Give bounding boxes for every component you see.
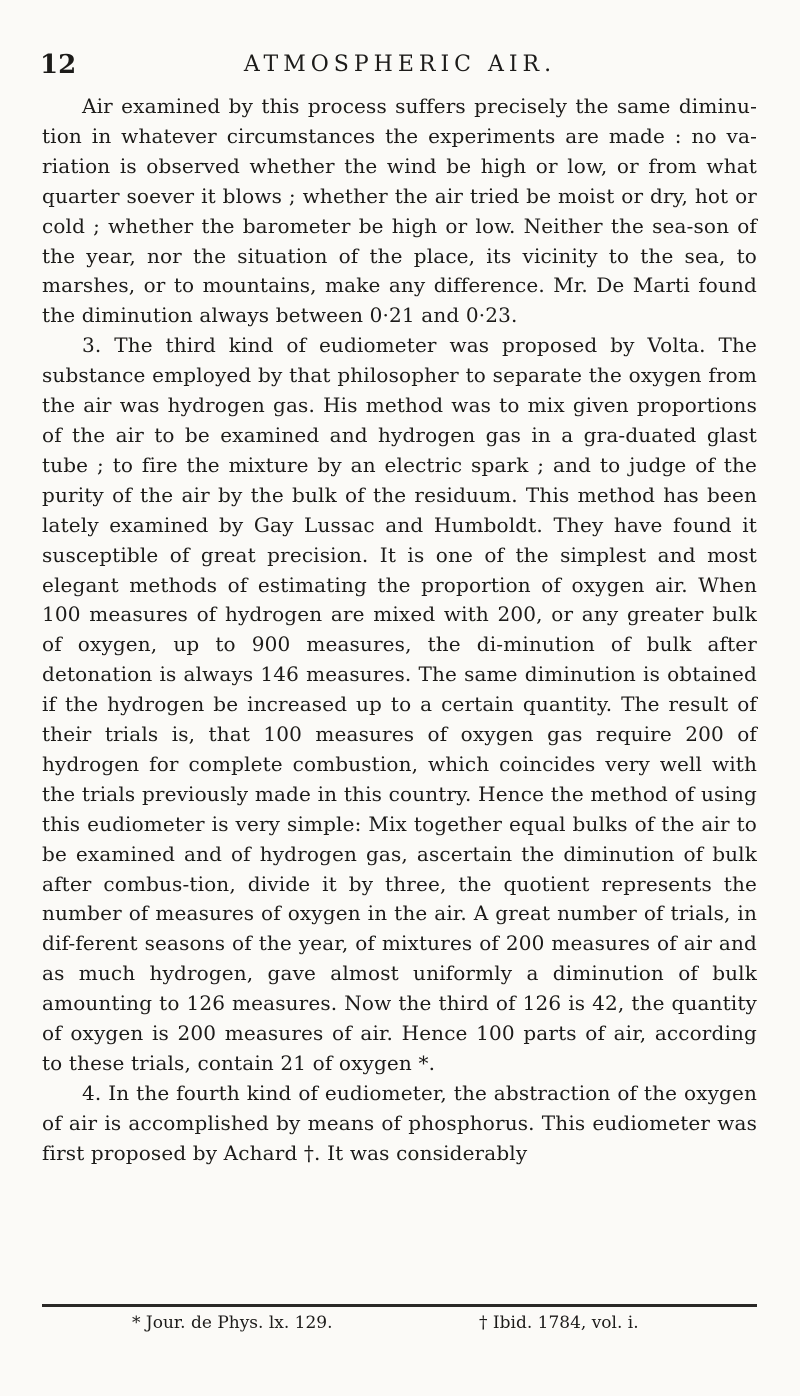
page-number: 12: [40, 50, 77, 80]
paragraph-diminution: Air examined by this process suffers precisely the same diminu-tion in whatever circumstances the experiments are made : no va-riation is observed whether the wind be high or low, or from what quarter soever it blows ; whether the air tried be moist or dry, hot or cold ; whether the barometer be high or low. Neither the sea-son of the year, nor the situation of the place, its vicinity to the sea, to marshes, or to mountains, make any difference. Mr. De Marti found the diminution always between 0·21 and 0·23.: [42, 94, 757, 328]
footnote-rule: [42, 1304, 757, 1307]
paragraph-volta-eudiometer: 3. The third kind of eudiometer was proposed by Volta. The substance employed by that philosopher to separate the oxygen from the air was hydrogen gas. His method was to mix given proportions of the air to be examined and hydrogen gas in a gra-duated glast tube ; to fire the mixture by an electric spark ; and to judge of the purity of the air by the bulk of the residuum. This method has been lately examined by Gay Lussac and Humboldt. They have found it susceptible of great precision. It is one of the simplest and most elegant methods of estimating the proportion of oxygen air. When 100 measures of hydrogen are mixed with 200, or any greater bulk of oxygen, up to 900 measures, the di-minution of bulk after detonation is always 146 measures. The same diminution is obtained if the hydrogen be increased up to a certain quantity. The result of their trials is, that 100 measures of oxygen gas require 200 of hydrogen for complete combustion, which coincides very well with the trials previously made in this country. Hence the method of using this eudiometer is very simple: Mix together equal bulks of the air to be examined and of hydrogen gas, ascertain the diminution of bulk after combus-tion, divide it by three, the quotient represents the number of measures of oxygen in the air. A great number of trials, in dif-ferent seasons of the year, of mixtures of 200 measures of air and as much hydrogen, gave almost uniformly a diminution of bulk amounting to 126 measures. Now the third of 126 is 42, the quantity of oxygen is 200 measures of air. Hence 100 parts of air, according to these trials, contain 21 of oxygen *.: [42, 333, 757, 1075]
paragraph-phosphorus-eudiometer: 4. In the fourth kind of eudiometer, the abstraction of the oxygen of air is accomplished by means of phosphorus. This eudiometer was first proposed by Achard †. It was considerably: [42, 1080, 757, 1165]
body-text: [42, 92, 757, 1169]
footnote-ibid: † Ibid. 1784, vol. i.: [479, 1313, 639, 1333]
running-title: ATMOSPHERIC AIR.: [243, 52, 557, 77]
running-head: [40, 44, 760, 84]
footnote-jour-de-phys: * Jour. de Phys. lx. 129.: [132, 1313, 333, 1333]
